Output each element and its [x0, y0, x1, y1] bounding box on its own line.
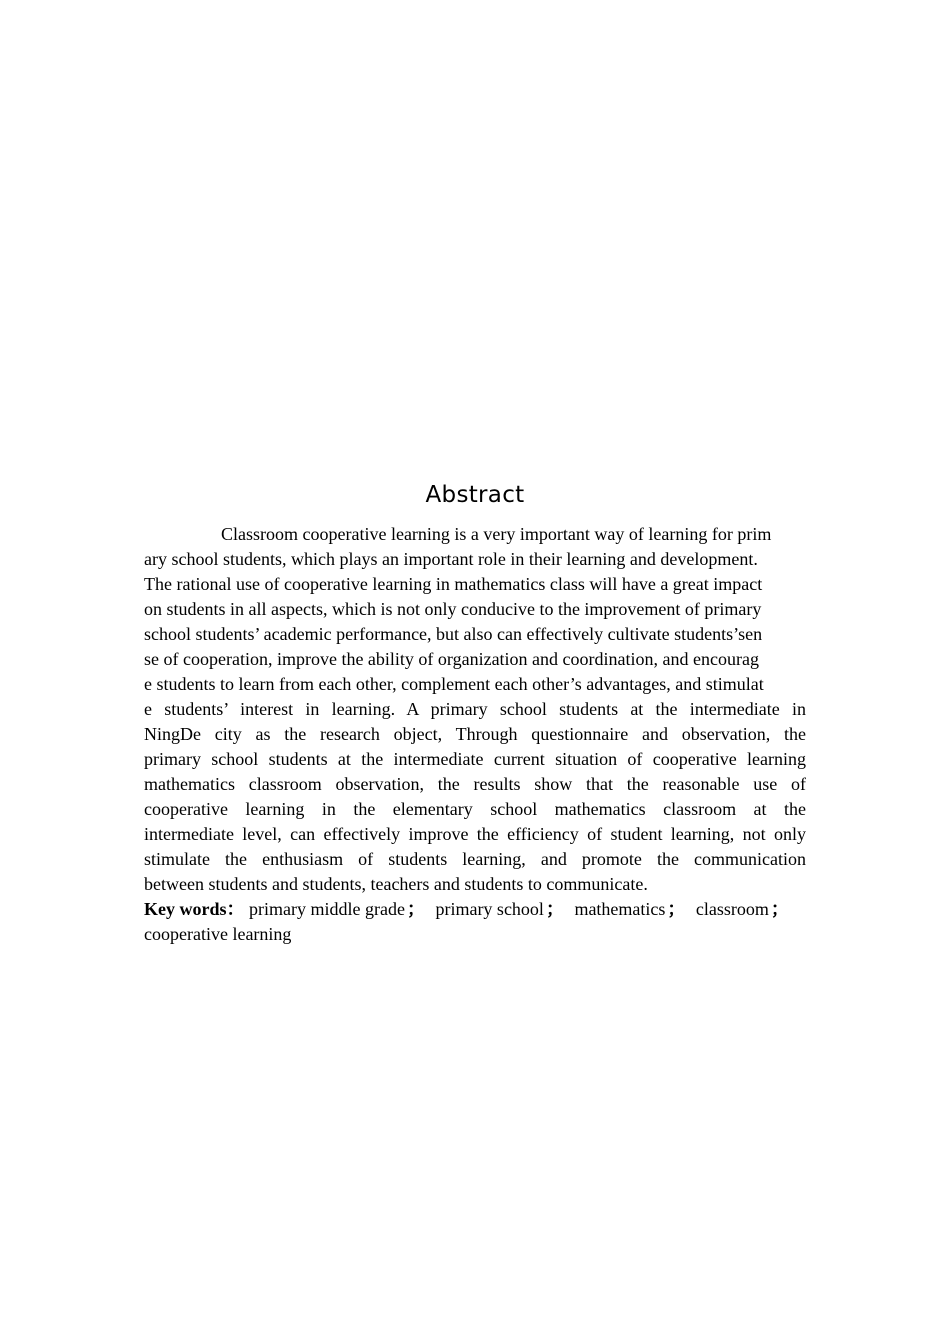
keyword-separator: ；: [667, 899, 686, 919]
abstract-line: NingDe city as the research object, Through questionnaire and observation, the: [144, 724, 806, 744]
keyword-item: mathematics: [574, 899, 666, 919]
abstract-line: The rational use of cooperative learning in mathematics class will have a great impact: [144, 574, 763, 594]
keyword-item: classroom: [695, 899, 769, 919]
abstract-line: between students and students, teachers and students to communicate.: [144, 874, 648, 894]
abstract-line: ary school students, which plays an important role in their learning and development.: [144, 549, 758, 569]
keyword-separator: ；: [770, 899, 789, 919]
keyword-separator: ；: [406, 899, 425, 919]
abstract-line: mathematics classroom observation, the results show that the reasonable use of: [144, 774, 806, 794]
keyword-separator: ；: [545, 899, 564, 919]
abstract-title: Abstract: [425, 482, 525, 508]
abstract-line: primary school students at the intermediate current situation of cooperative learning: [144, 749, 806, 769]
abstract-line: Classroom cooperative learning is a very important way of learning for prim: [221, 524, 772, 544]
abstract-line: school students’ academic performance, but also can effectively cultivate students’sen: [144, 624, 763, 644]
abstract-line: intermediate level, can effectively improve the efficiency of student learning, not only: [144, 824, 806, 844]
abstract-line: on students in all aspects, which is not only conducive to the improvement of primary: [144, 599, 762, 619]
keyword-item: cooperative learning: [144, 924, 292, 944]
abstract-line: cooperative learning in the elementary school mathematics classroom at the: [144, 799, 806, 819]
abstract-line: se of cooperation, improve the ability of organization and coordination, and encourag: [144, 649, 759, 669]
abstract-line: stimulate the enthusiasm of students learning, and promote the communication: [144, 849, 806, 869]
abstract-line: e students’ interest in learning. A primary school students at the intermediate in: [144, 699, 806, 719]
keywords-row: [144, 897, 806, 922]
keyword-item: primary middle grade: [249, 899, 405, 919]
keywords-label: Key words：: [144, 899, 245, 919]
keyword-item: primary school: [435, 899, 544, 919]
abstract-line: e students to learn from each other, complement each other’s advantages, and stimulat: [144, 674, 764, 694]
